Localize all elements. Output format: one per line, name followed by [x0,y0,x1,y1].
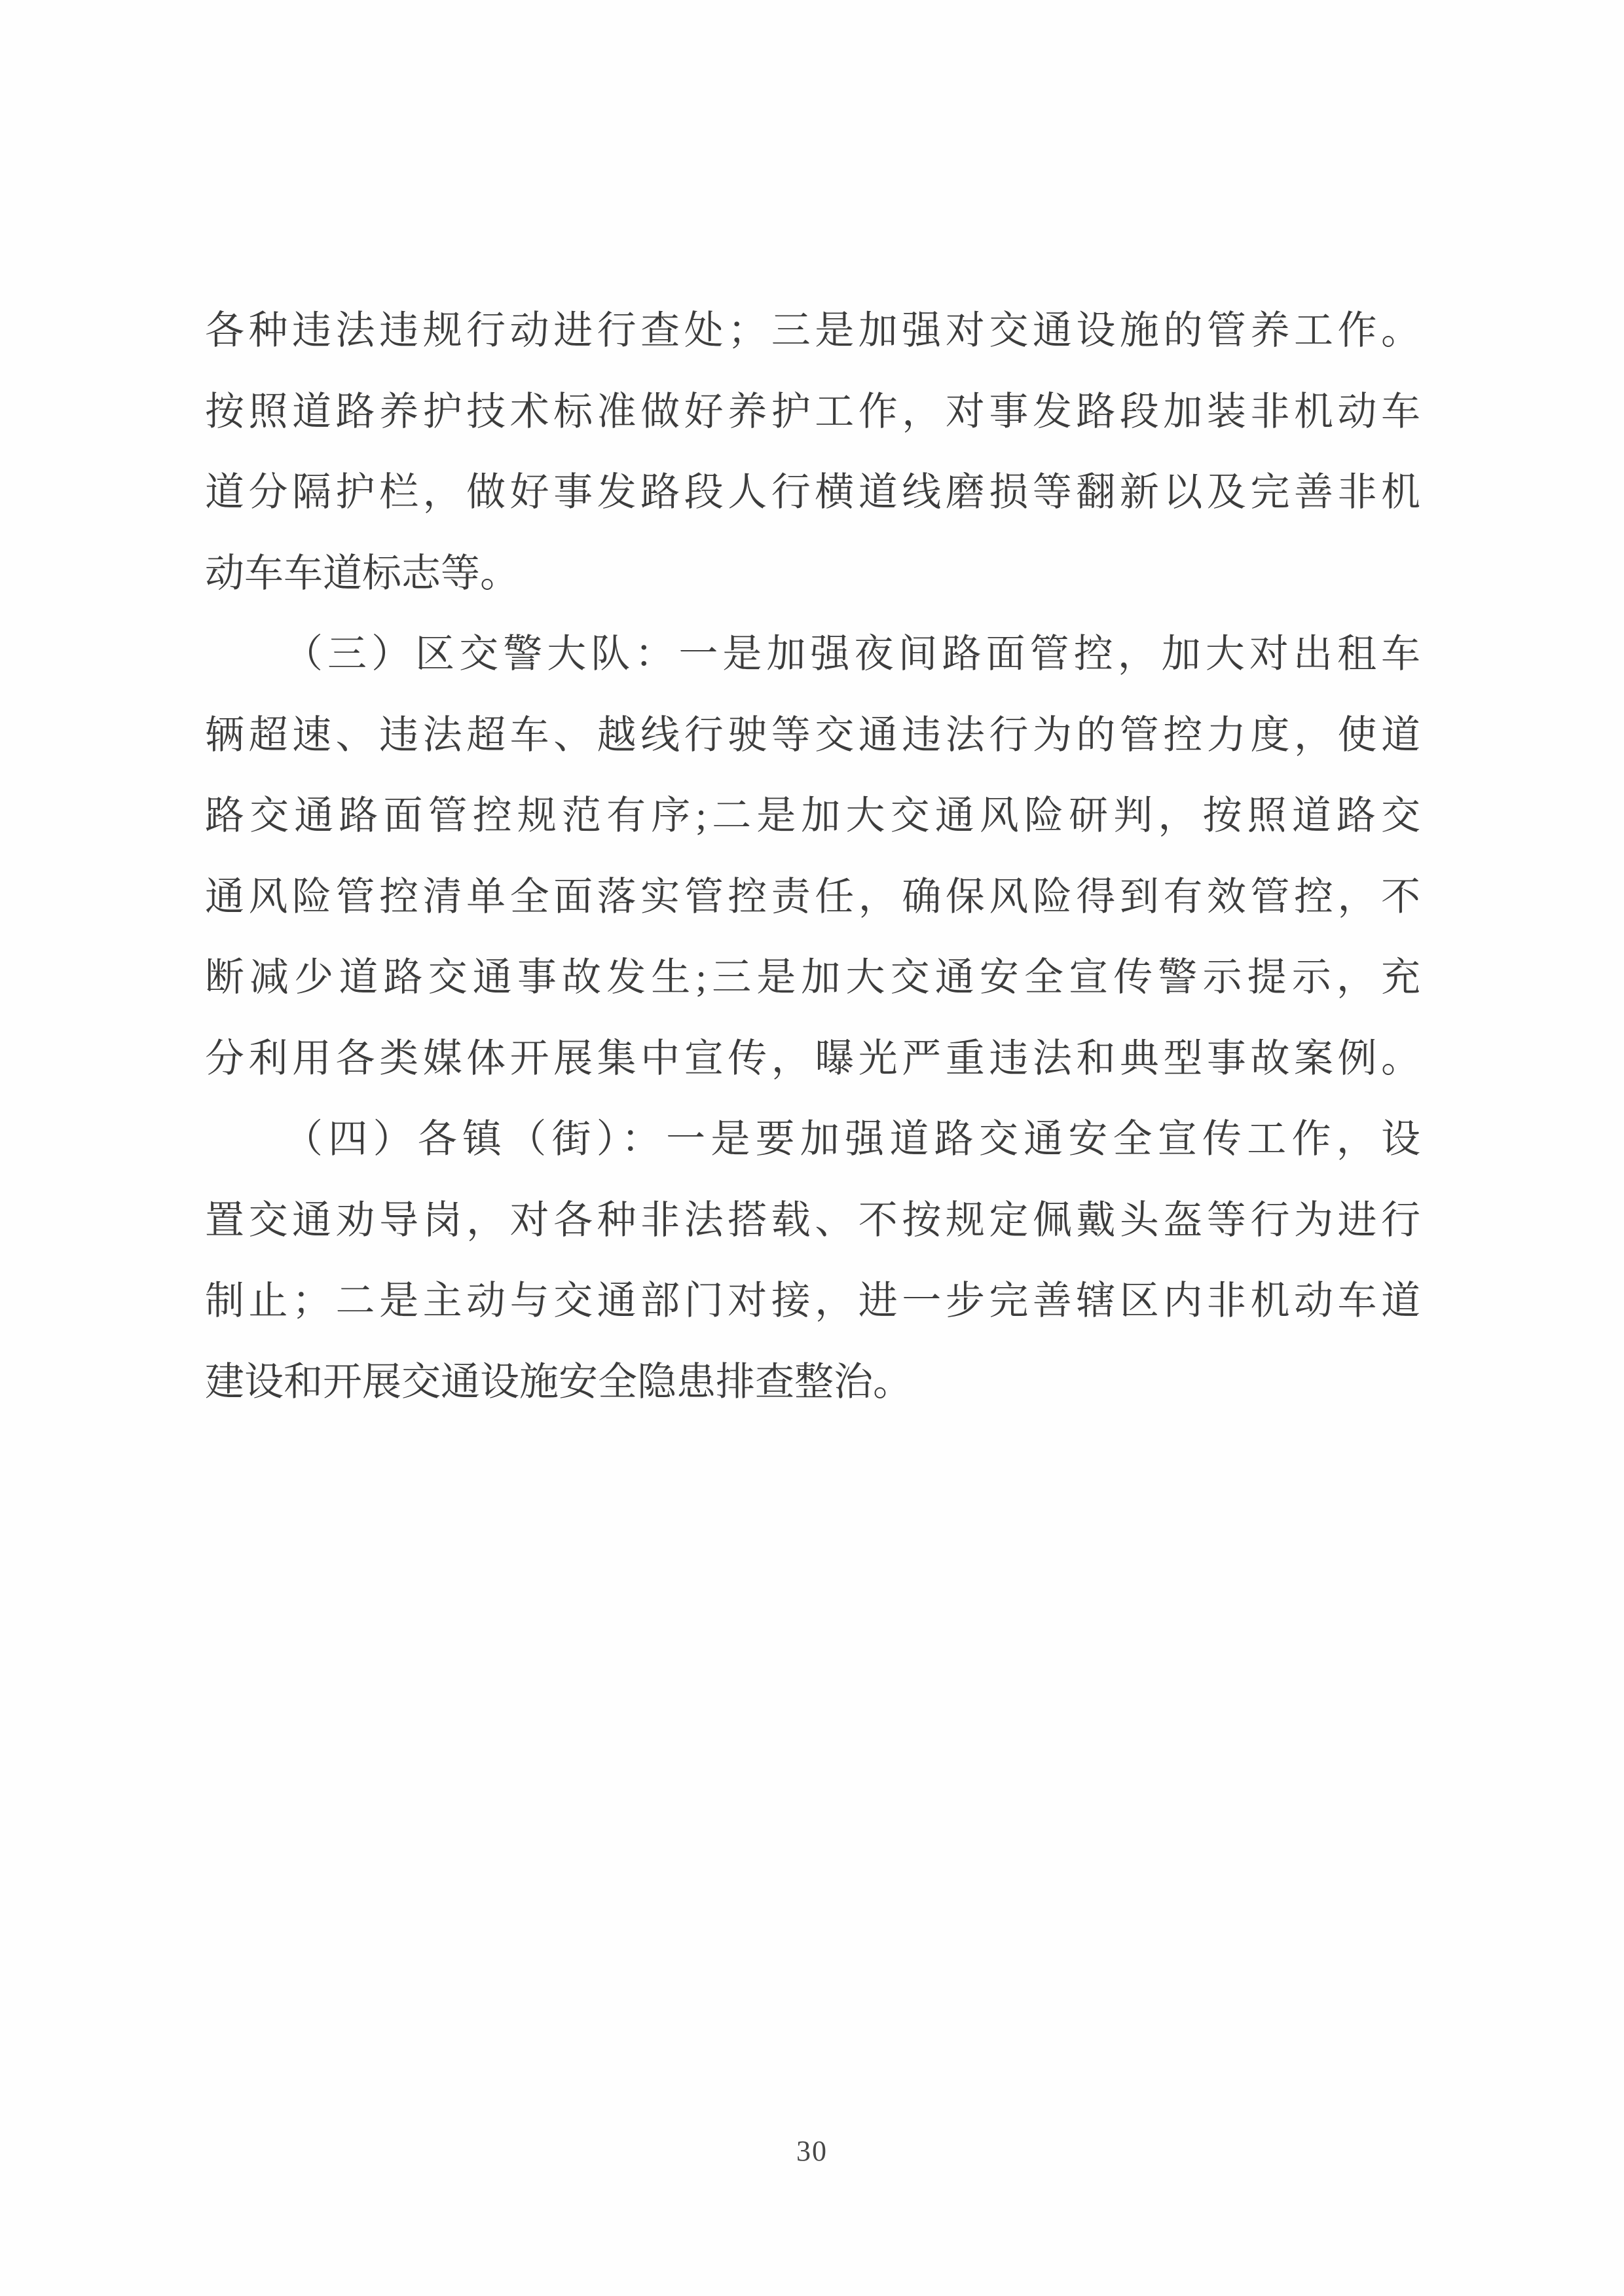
text-line: 各种违法违规行动进行查处；三是加强对交通设施的管养工作。 [205,309,1420,352]
text-line: 建设和开展交通设施安全隐患排查整治。 [205,1360,912,1404]
text-line-paragraph-start: （三）区交警大队：一是加强夜间路面管控，加大对出租车 [284,632,1420,676]
text-line: 通风险管控清单全面落实管控责任，确保风险得到有效管控，不 [205,875,1420,919]
text-line: 置交通劝导岗，对各种非法搭载、不按规定佩戴头盔等行为进行 [205,1198,1420,1242]
text-line-paragraph-start: （四）各镇（街）：一是要加强道路交通安全宣传工作，设 [284,1118,1420,1161]
text-line: 路交通路面管控规范有序;二是加大交通风险研判，按照道路交 [205,794,1420,837]
text-line: 道分隔护栏，做好事发路段人行横道线磨损等翻新以及完善非机 [205,471,1420,514]
text-line: 按照道路养护技术标准做好养护工作，对事发路段加装非机动车 [205,390,1420,433]
text-line: 制止；二是主动与交通部门对接，进一步完善辖区内非机动车道 [205,1279,1420,1322]
page-number: 30 [796,2135,828,2167]
text-line: 动车车道标志等。 [205,551,519,595]
text-line: 断减少道路交通事故发生;三是加大交通安全宣传警示提示，充 [205,956,1420,999]
text-line: 分利用各类媒体开展集中宣传，曝光严重违法和典型事故案例。 [205,1036,1420,1080]
document-text-block [205,291,1420,1423]
text-line: 辆超速、违法超车、越线行驶等交通违法行为的管控力度，使道 [205,713,1420,757]
